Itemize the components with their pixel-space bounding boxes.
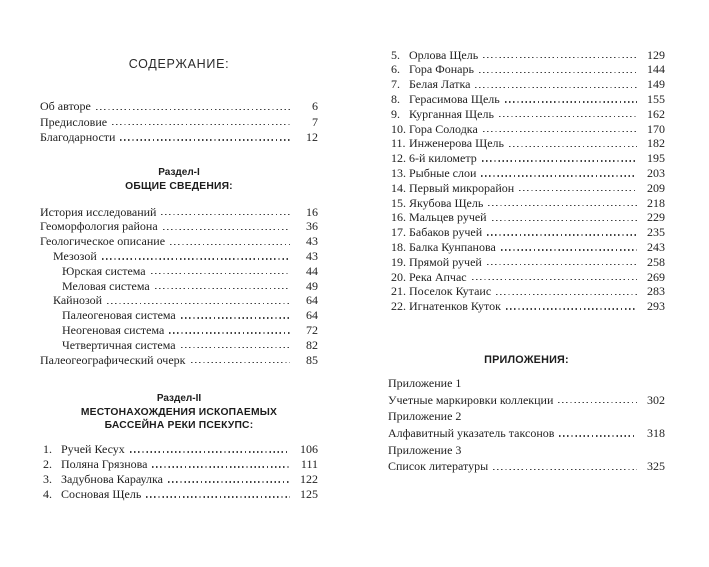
toc-entry bbox=[40, 218, 318, 233]
toc-entry-number: 12. bbox=[391, 151, 406, 166]
toc-entry-label: Первый микрорайон bbox=[409, 180, 515, 195]
toc-entry-number: 20. bbox=[391, 269, 406, 284]
toc-entry bbox=[40, 247, 318, 262]
appendix-entry bbox=[388, 409, 665, 439]
appendix-title: Приложение 3 bbox=[388, 442, 462, 457]
toc-entry-number: 8. bbox=[391, 91, 400, 106]
toc-entry-label: Курганная Щель bbox=[409, 106, 494, 121]
toc-entry bbox=[40, 336, 318, 351]
dot-leader bbox=[472, 279, 637, 280]
toc-entry-label: Орлова Щель bbox=[409, 47, 479, 62]
toc-entry bbox=[40, 440, 318, 455]
dot-leader bbox=[152, 466, 290, 467]
toc-entry bbox=[40, 485, 318, 500]
toc-entry-label: Юрская система bbox=[62, 263, 146, 278]
toc-entry-page: 7 bbox=[312, 114, 318, 129]
dot-leader bbox=[487, 234, 637, 235]
toc-entry bbox=[40, 307, 318, 322]
toc-entry-number: 7. bbox=[391, 77, 400, 92]
dot-leader bbox=[499, 116, 637, 117]
toc-entry bbox=[40, 351, 318, 366]
appendices-heading: ПРИЛОЖЕНИЯ: bbox=[484, 354, 569, 366]
dot-leader bbox=[475, 87, 637, 88]
toc-entry-page: 6 bbox=[312, 99, 318, 114]
toc-entry-page: 106 bbox=[300, 441, 318, 456]
toc-entry bbox=[388, 150, 665, 165]
toc-entry-label: Меловая система bbox=[62, 278, 150, 293]
toc-entry-label: Гора Фонарь bbox=[409, 62, 474, 77]
toc-entry-number: 13. bbox=[391, 165, 406, 180]
dot-leader bbox=[107, 303, 290, 304]
toc-entry-number: 11. bbox=[391, 136, 406, 151]
toc-entry-page: 44 bbox=[306, 263, 318, 278]
toc-entry-page: 43 bbox=[306, 234, 318, 249]
toc-entry bbox=[388, 194, 665, 209]
toc-entry-label: Река Апчас bbox=[409, 269, 467, 284]
dot-leader bbox=[487, 264, 637, 265]
toc-entry-number: 19. bbox=[391, 254, 406, 269]
toc-entry-label: Прямой ручей bbox=[409, 254, 482, 269]
toc-entry-page: 235 bbox=[647, 225, 665, 240]
dot-leader bbox=[483, 131, 637, 132]
toc-entry bbox=[40, 277, 318, 292]
section2-heading-block bbox=[40, 392, 318, 432]
toc-entry-number: 15. bbox=[391, 195, 406, 210]
toc-entry-page: 144 bbox=[647, 62, 665, 77]
dot-leader bbox=[146, 496, 290, 497]
dot-leader bbox=[481, 175, 637, 176]
toc-entry bbox=[388, 135, 665, 150]
toc-entry bbox=[40, 233, 318, 248]
toc-entry-page: 162 bbox=[647, 106, 665, 121]
toc-entry-page: 258 bbox=[647, 254, 665, 269]
toc-entry-label: Палеогеновая система bbox=[62, 308, 176, 323]
toc-entry-label: Сосновая Щель bbox=[61, 486, 142, 501]
toc-entry-page: 283 bbox=[647, 284, 665, 299]
toc-entry-label: Поляна Грязнова bbox=[61, 456, 148, 471]
section2-kicker: Раздел-II bbox=[156, 393, 202, 404]
toc-entry-page: 209 bbox=[647, 180, 665, 195]
toc-entry-label: Геоморфология района bbox=[40, 219, 158, 234]
dot-leader bbox=[96, 109, 290, 110]
toc-page-right bbox=[388, 0, 665, 567]
dot-leader bbox=[102, 258, 290, 259]
toc-entry-page: 155 bbox=[647, 91, 665, 106]
toc-entry-page: 36 bbox=[306, 219, 318, 234]
toc-entry-page: 293 bbox=[647, 299, 665, 314]
toc-entry-number: 5. bbox=[391, 47, 400, 62]
dot-leader bbox=[519, 190, 637, 191]
toc-entry-page: 111 bbox=[300, 456, 318, 471]
section2-heading-line2: БАССЕЙНА РЕКИ ПСЕКУПС: bbox=[104, 419, 254, 431]
dot-leader bbox=[170, 244, 290, 245]
toc-entry-page: 64 bbox=[306, 293, 318, 308]
section1-heading: ОБЩИЕ СВЕДЕНИЯ: bbox=[125, 180, 233, 192]
toc-entry bbox=[388, 238, 665, 253]
toc-page-left bbox=[40, 0, 318, 567]
toc-entry-page: 64 bbox=[306, 308, 318, 323]
section1-heading-block bbox=[40, 166, 318, 193]
toc-entry-page: 12 bbox=[306, 129, 318, 144]
toc-entry-label: Предисловие bbox=[40, 114, 108, 129]
toc-entry-page: 49 bbox=[306, 278, 318, 293]
toc-entry-label: Мальцев ручей bbox=[409, 210, 487, 225]
appendix-entry bbox=[388, 376, 665, 406]
section2-heading-line1: МЕСТОНАХОЖДЕНИЯ ИСКОПАЕМЫХ bbox=[80, 406, 278, 418]
toc-entry-page: 82 bbox=[306, 337, 318, 352]
toc-entry-label: Ручей Кесух bbox=[61, 441, 125, 456]
appendices-list bbox=[388, 376, 665, 476]
toc-entry-label: Неогеновая система bbox=[62, 322, 165, 337]
dot-leader bbox=[488, 205, 637, 206]
toc-entry-page: 43 bbox=[306, 248, 318, 263]
dot-leader bbox=[496, 294, 637, 295]
toc-entry-page: 325 bbox=[647, 459, 665, 474]
toc-entry-number: 22. bbox=[391, 299, 406, 314]
dot-leader bbox=[558, 402, 637, 403]
toc-entry bbox=[40, 262, 318, 277]
toc-entry-label: Учетные маркировки коллекции bbox=[388, 392, 554, 407]
toc-entry-page: 16 bbox=[306, 204, 318, 219]
section1-kicker: Раздел-I bbox=[158, 167, 200, 178]
dot-leader bbox=[559, 435, 637, 436]
toc-entry bbox=[40, 455, 318, 470]
toc-entry-label: Белая Латка bbox=[409, 77, 471, 92]
dot-leader bbox=[483, 57, 637, 58]
toc-entry-page: 72 bbox=[306, 322, 318, 337]
dot-leader bbox=[191, 362, 291, 363]
toc-entry-page: 182 bbox=[647, 136, 665, 151]
appendix-title: Приложение 2 bbox=[388, 409, 462, 424]
dot-leader bbox=[181, 347, 290, 348]
toc-entry-number: 9. bbox=[391, 106, 400, 121]
toc-entry-number: 18. bbox=[391, 239, 406, 254]
front-matter-list bbox=[40, 97, 318, 143]
toc-entry bbox=[388, 105, 665, 120]
dot-leader bbox=[482, 160, 637, 161]
toc-entry bbox=[388, 298, 665, 313]
dot-leader bbox=[151, 273, 290, 274]
toc-entry-number: 3. bbox=[43, 471, 52, 486]
toc-title: СОДЕРЖАНИЕ: bbox=[128, 57, 230, 71]
toc-entry-number: 16. bbox=[391, 210, 406, 225]
toc-entry bbox=[40, 128, 318, 143]
toc-entry-label: Игнатенков Куток bbox=[409, 299, 501, 314]
dot-leader bbox=[492, 220, 637, 221]
toc-entry-page: 129 bbox=[647, 47, 665, 62]
toc-entry-number: 6. bbox=[391, 62, 400, 77]
toc-entry-label: Якубова Щель bbox=[409, 195, 484, 210]
toc-entry bbox=[388, 391, 665, 406]
toc-entry-page: 125 bbox=[300, 486, 318, 501]
toc-entry-page: 218 bbox=[647, 195, 665, 210]
toc-entry bbox=[388, 224, 665, 239]
dot-leader bbox=[506, 308, 637, 309]
dot-leader bbox=[130, 451, 290, 452]
toc-entry bbox=[388, 283, 665, 298]
toc-entry-label: 6-й километр bbox=[409, 151, 477, 166]
toc-entry bbox=[388, 164, 665, 179]
toc-entry-label: Четвертичная система bbox=[62, 337, 176, 352]
toc-entry-number: 14. bbox=[391, 180, 406, 195]
toc-entry-page: 122 bbox=[300, 471, 318, 486]
toc-entry bbox=[388, 458, 665, 473]
toc-entry bbox=[388, 253, 665, 268]
toc-entry-number: 17. bbox=[391, 225, 406, 240]
dot-leader bbox=[493, 469, 637, 470]
toc-entry bbox=[40, 203, 318, 218]
dot-leader bbox=[509, 146, 637, 147]
dot-leader bbox=[169, 332, 290, 333]
dot-leader bbox=[155, 288, 290, 289]
toc-entry-label: Герасимова Щель bbox=[409, 91, 500, 106]
dot-leader bbox=[168, 481, 290, 482]
toc-entry-label: Бабаков ручей bbox=[409, 225, 483, 240]
toc-entry-label: Кайнозой bbox=[53, 293, 103, 308]
locality-list bbox=[388, 46, 665, 312]
toc-entry-page: 243 bbox=[647, 239, 665, 254]
toc-entry bbox=[40, 112, 318, 127]
toc-entry-label: Геологическое описание bbox=[40, 234, 166, 249]
section1-list bbox=[40, 203, 318, 366]
dot-leader bbox=[163, 229, 290, 230]
toc-entry bbox=[388, 46, 665, 61]
toc-entry bbox=[388, 90, 665, 105]
toc-entry-label: Гора Солодка bbox=[409, 121, 478, 136]
toc-entry bbox=[388, 61, 665, 76]
toc-entry-label: Задубнова Караулка bbox=[61, 471, 163, 486]
dot-leader bbox=[120, 139, 290, 140]
toc-entry-label: Поселок Кутаис bbox=[409, 284, 492, 299]
toc-entry-number: 1. bbox=[43, 441, 52, 456]
dot-leader bbox=[479, 72, 637, 73]
toc-entry-label: Об авторе bbox=[40, 99, 91, 114]
toc-entry-page: 149 bbox=[647, 77, 665, 92]
toc-entry-page: 318 bbox=[647, 425, 665, 440]
toc-entry-label: Инженерова Щель bbox=[409, 136, 505, 151]
toc-entry bbox=[388, 424, 665, 439]
toc-entry-label: Балка Кунпанова bbox=[409, 239, 496, 254]
dot-leader bbox=[505, 101, 637, 102]
toc-entry-label: Алфавитный указатель таксонов bbox=[388, 425, 555, 440]
toc-entry bbox=[40, 292, 318, 307]
toc-entry bbox=[40, 321, 318, 336]
toc-entry bbox=[40, 97, 318, 112]
toc-entry-label: Список литературы bbox=[388, 459, 489, 474]
section2-list bbox=[40, 440, 318, 500]
dot-leader bbox=[161, 214, 290, 215]
toc-entry-number: 2. bbox=[43, 456, 52, 471]
toc-entry-page: 302 bbox=[647, 392, 665, 407]
toc-entry bbox=[388, 209, 665, 224]
toc-entry bbox=[40, 470, 318, 485]
toc-entry-label: Палеогеографический очерк bbox=[40, 352, 186, 367]
toc-entry-page: 203 bbox=[647, 165, 665, 180]
toc-entry-number: 10. bbox=[391, 121, 406, 136]
toc-entry-page: 170 bbox=[647, 121, 665, 136]
appendix-entry bbox=[388, 443, 665, 473]
toc-entry-page: 195 bbox=[647, 151, 665, 166]
toc-entry bbox=[388, 120, 665, 135]
toc-entry-label: История исследований bbox=[40, 204, 157, 219]
dot-leader bbox=[501, 249, 637, 250]
toc-entry bbox=[388, 179, 665, 194]
appendix-title: Приложение 1 bbox=[388, 376, 462, 390]
toc-entry-label: Благодарности bbox=[40, 129, 116, 144]
toc-entry bbox=[388, 76, 665, 91]
toc-entry-label: Мезозой bbox=[53, 248, 97, 263]
toc-entry-label: Рыбные слои bbox=[409, 165, 477, 180]
appendices-heading-block bbox=[388, 354, 665, 367]
toc-entry-number: 4. bbox=[43, 486, 52, 501]
toc-entry-page: 269 bbox=[647, 269, 665, 284]
toc-entry-page: 85 bbox=[306, 352, 318, 367]
toc-entry bbox=[388, 268, 665, 283]
toc-entry-page: 229 bbox=[647, 210, 665, 225]
toc-entry-number: 21. bbox=[391, 284, 406, 299]
dot-leader bbox=[181, 317, 290, 318]
dot-leader bbox=[112, 124, 290, 125]
